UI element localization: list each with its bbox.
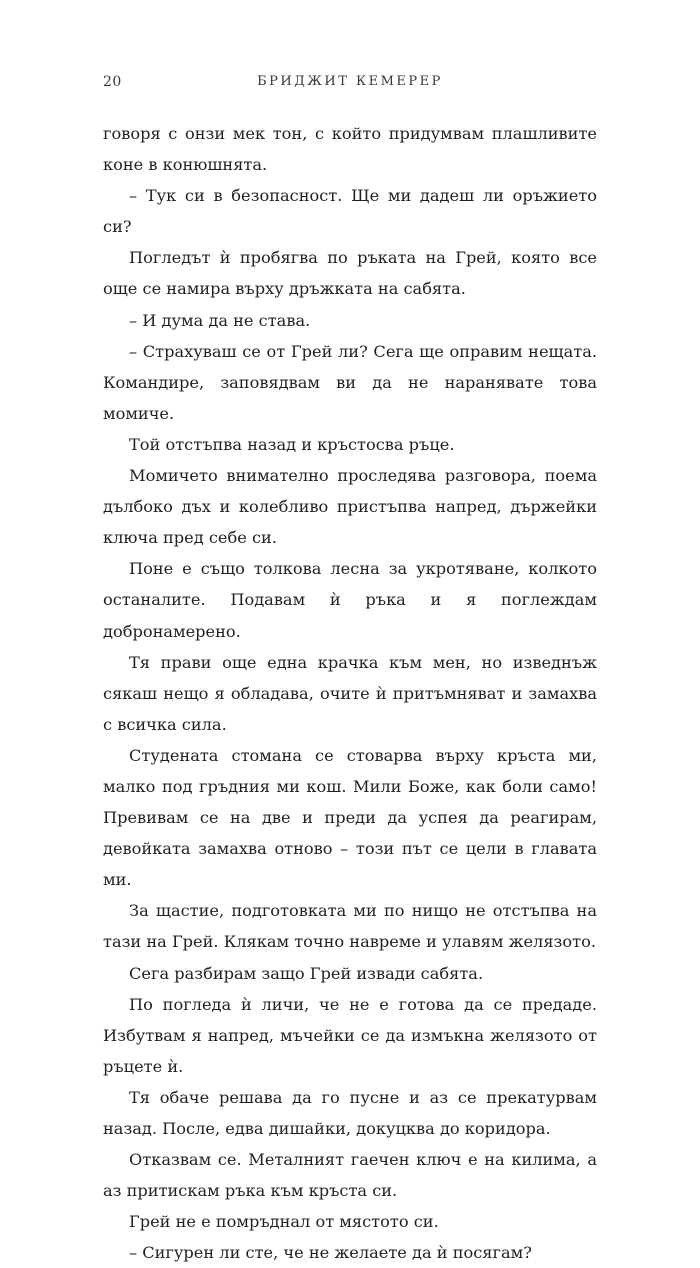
paragraph: Сега разбирам защо Грей извади сабята. [129,963,484,983]
paragraph: Тя прави още една крачка към мен, но изведнъж сякаш нещо я обладава, очите ѝ притъмняват и замахва с всичка сила. [103,652,597,734]
paragraph: Грей не е помръднал от мястото си. [129,1212,439,1232]
paragraph: Поне е също толкова лесна за укротяване, колкото останалите. Подавам ѝ ръка и я поглеждам добронамерено. [103,559,597,641]
paragraph: По погледа ѝ личи, че не е готова да се предаде. Избутвам я напред, мъчейки се да измъкна желязото от ръцете ѝ. [103,994,597,1076]
paragraph: говоря с онзи мек тон, с който придумвам плашливите коне в конюшнята. [103,124,597,175]
paragraph: – Тук си в безопасност. Ще ми дадеш ли оръжието си? [103,186,597,237]
paragraph: Погледът ѝ пробягва по ръката на Грей, която все още се намира върху дръжката на сабята. [103,248,597,299]
body-text [103,118,597,1268]
paragraph: Тя обаче решава да го пусне и аз се прекатурвам назад. После, едва дишайки, докуцквa до коридора. [103,1087,597,1138]
paragraph: Студената стомана се стоварва върху кръста ми, малко под гръдния ми кош. Мили Боже, как боли само! Превивам се на две и преди да успея да реагирам, девойката замахва отново – този път се цели в главата ми. [103,745,597,890]
paragraph: – Сигурен ли сте, че не желаете да ѝ посягам? [129,1243,532,1263]
page-header [103,74,597,96]
paragraph: Той отстъпва назад и кръстосва ръце. [129,434,455,454]
paragraph: За щастие, подготовката ми по нищо не отстъпва на тази на Грей. Клякам точно навреме и улавям желязото. [103,901,597,952]
paragraph: – Страхуваш се от Грей ли? Сега ще оправим нещата. Командире, заповядвам ви да не наранявате това момиче. [103,341,597,423]
paragraph: Отказвам се. Металният гаечен ключ е на килима, а аз притискам ръка към кръста си. [103,1150,597,1201]
paragraph: – И дума да не става. [129,310,311,330]
paragraph: Момичето внимателно проследява разговора, поема дълбоко дъх и колебливо пристъпва напред, държейки ключа пред себе си. [103,466,597,548]
page-number: 20 [103,74,122,90]
running-head: БРИДЖИТ КЕМЕРЕР [257,74,443,89]
